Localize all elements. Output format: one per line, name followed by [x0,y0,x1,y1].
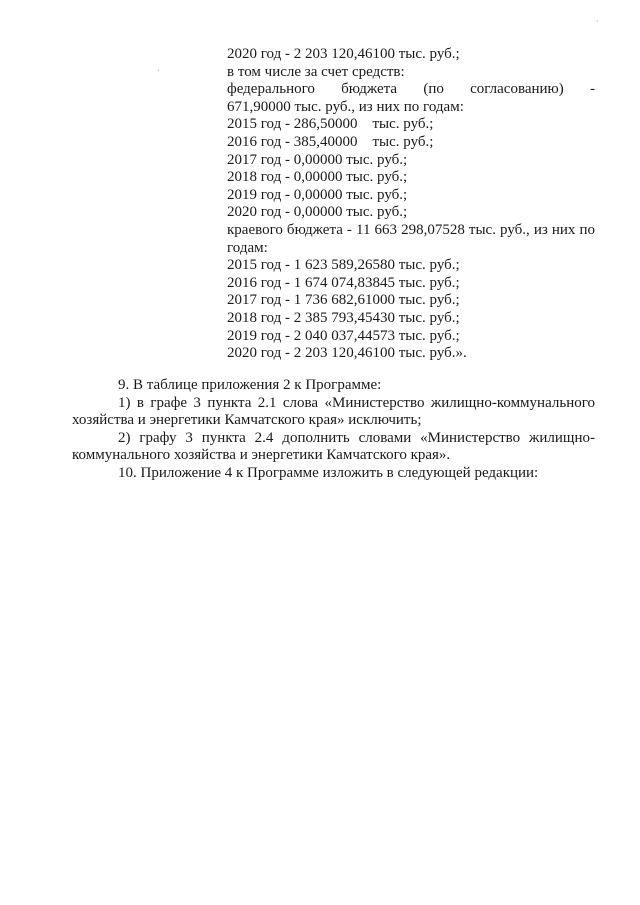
total-2020-line: 2020 год - 2 203 120,46100 тыс. руб.; [227,46,460,62]
federal-year-2018: 2018 год - 0,00000 тыс. руб.; [227,169,408,186]
federal-year-2016: 2016 год - 385,40000 тыс. руб.; [227,133,434,150]
regional-year-2017: 2017 год - 1 736 682,61000 тыс. руб.; [227,292,460,309]
regional-year-2016: 2016 год - 1 674 074,83845 тыс. руб.; [227,274,460,291]
regional-year-2015: 2015 год - 1 623 589,26580 тыс. руб.; [227,257,460,274]
federal-budget-total: 671,90000 тыс. руб., из них по годам: [227,98,464,115]
amendment-sections [72,377,595,483]
federal-year-2020: 2020 год - 0,00000 тыс. руб.; [227,204,408,221]
item-10: 10. Приложение 4 к Программе изложить в следующей редакции: [118,464,539,481]
item-9-subitem-1: 1) в графе 3 пункта 2.1 слова «Министерство жилищно-коммунального хозяйства и энергетики Камчатского края» исключить; [72,394,595,429]
regional-year-2018: 2018 год - 2 385 793,45430 тыс. руб.; [227,309,460,326]
federal-budget-header: федерального бюджета (по согласованию) - [227,81,595,98]
federal-year-2017: 2017 год - 0,00000 тыс. руб.; [227,151,408,168]
scan-mark-top-left: · [157,66,160,75]
regional-year-2020: 2020 год - 2 203 120,46100 тыс. руб.». [227,345,467,362]
federal-year-2019: 2019 год - 0,00000 тыс. руб.; [227,186,408,203]
scan-mark-top-right: · [596,17,599,26]
federal-year-2015: 2015 год - 286,50000 тыс. руб.; [227,116,434,133]
finance-block [227,46,595,363]
including-line: в том числе за счет средств: [227,63,405,80]
regional-budget-header: краевого бюджета - 11 663 298,07528 тыс. руб., из них по годам: [227,221,595,256]
item-9-subitem-2: 2) графу 3 пункта 2.4 дополнить словами «Министерство жилищно-коммунального хозяйства и энергетики Камчатского края». [72,429,595,464]
item-9-title: 9. В таблице приложения 2 к Программе: [118,377,382,393]
regional-year-2019: 2019 год - 2 040 037,44573 тыс. руб.; [227,327,460,344]
